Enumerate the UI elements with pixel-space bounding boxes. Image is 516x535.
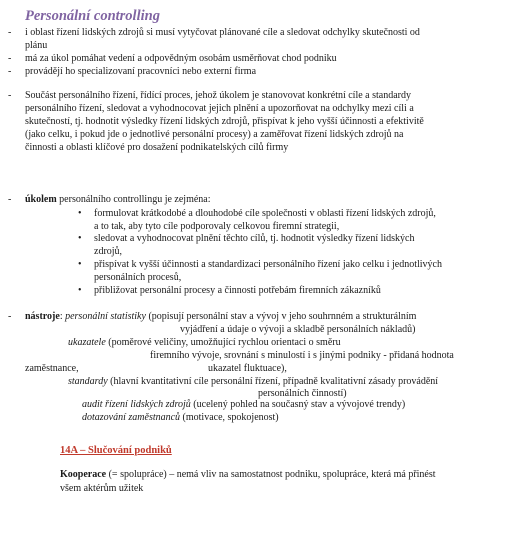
tasks-label: úkolem <box>25 194 57 205</box>
task-3-line1: přispívat k vyšší účinnosti a standardizaci personálního řízení jako celku i jednotlivých <box>94 259 442 270</box>
tools-colon: : <box>59 311 66 322</box>
tools-standards-term: standardy <box>68 376 108 387</box>
task-1-line2: a to tak, aby tyto cíle podporovaly celkovou firemní strategii, <box>94 221 340 232</box>
intro-item-1-line1: i oblast řízení lidských zdrojů si musí vytyčovat plánované cíle a sledovat odchylky skutečnosti od <box>25 27 420 38</box>
task-3-line2: personálních procesů, <box>94 272 182 283</box>
tools-standards-line2: personálních činností) <box>258 388 347 399</box>
tools-stats-text: (popisují personální stav a vývoj v jeho souhrnném a strukturálním <box>145 311 417 322</box>
task-1-line1: formulovat krátkodobé a dlouhodobé cíle společnosti v oblasti řízení lidských zdrojů, <box>94 208 436 219</box>
dash-marker: - <box>8 27 12 38</box>
tools-standards-line1 <box>68 375 438 388</box>
definition-line-2: personálního řízení, sledovat a vyhodnocovat jejich plnění a upozorňovat na odchylky mezi cíli a <box>25 103 414 114</box>
tools-indicators-term: ukazatele <box>68 337 106 348</box>
tools-stats-line1 <box>25 310 416 323</box>
intro-item-2: má za úkol pomáhat vedení a odpovědným osobám usměrňovat chod podniku <box>25 53 337 64</box>
bullet-marker: • <box>78 233 82 244</box>
tools-survey-text: (motivace, spokojenost) <box>180 412 279 423</box>
task-2-line1: sledovat a vyhodnocovat plnění těchto cílů, tj. hodnotit výsledky řízení lidských <box>94 233 415 244</box>
tasks-heading <box>25 193 211 206</box>
intro-item-3: provádějí ho specializovaní pracovníci nebo externí firma <box>25 66 257 77</box>
task-4-line1: přibližovat personální procesy a činnosti potřebám firemních zákazníků <box>94 285 381 296</box>
tools-stats-term: personální statistiky <box>65 311 146 322</box>
tools-audit-text: (ucelený pohled na současný stav a vývojové trendy) <box>190 399 406 410</box>
tools-stats-line2: vyjádření a údaje o vývoji a skladbě personálních nákladů) <box>180 324 416 335</box>
cooperation-term: Kooperace <box>60 469 107 480</box>
bullet-marker: • <box>78 259 82 270</box>
tools-standards-text: (hlavní kvantitativní cíle personální řízení, případně kvalitativní zásady provádění <box>107 376 439 387</box>
tools-audit-term: audit řízení lidských zdrojů <box>82 399 191 410</box>
tasks-heading-rest: personálního controllingu je zejména: <box>56 194 211 205</box>
cooperation-line1 <box>60 468 436 481</box>
dash-marker: - <box>8 311 12 322</box>
cooperation-line2: všem aktérům užitek <box>60 483 144 494</box>
tools-indicators-line2: firemního vývoje, srovnání s minulostí i s jinými podniky - přidaná hodnota <box>150 350 454 361</box>
tools-audit-line <box>82 398 405 411</box>
tools-indicators-line1 <box>68 336 341 349</box>
definition-line-1: Součást personálního řízení, řídící proces, jehož úkolem je stanovovat konkrétní cíle a standardy <box>25 90 411 101</box>
definition-line-3: skutečností, tj. hodnotit výsledky řízení lidských zdrojů, přispívat k jeho vyšší účinnosti a efektivitě <box>25 116 424 127</box>
tools-survey-line <box>82 411 279 424</box>
tools-indicators-line3b: ukazatel fluktuace), <box>208 363 287 374</box>
tools-survey-term: dotazování zaměstnanců <box>82 412 181 423</box>
bullet-marker: • <box>78 285 82 296</box>
definition-line-4: (jako celku, i pokud jde o jednotlivé personální procesy) a zaměřovat řízení lidských zdrojů na <box>25 129 404 140</box>
page-title: Personální controlling <box>25 8 160 24</box>
dash-marker: - <box>8 66 12 77</box>
cooperation-text: (= spolupráce) – nemá vliv na samostatnost podniku, spolupráce, která má přinést <box>106 469 436 480</box>
dash-marker: - <box>8 53 12 64</box>
tools-indicators-line3a: zaměstnance, <box>25 363 79 374</box>
bullet-marker: • <box>78 208 82 219</box>
task-2-line2: zdrojů, <box>94 246 123 257</box>
dash-marker: - <box>8 194 12 205</box>
definition-line-5: činnosti a oblasti klíčové pro dosažení podnikatelských cílů firmy <box>25 142 289 153</box>
tools-indicators-text: (poměrové veličiny, umožňující rychlou orientaci o směru <box>105 337 341 348</box>
tools-label: nástroje <box>25 311 60 322</box>
intro-item-1-line2: plánu <box>25 40 48 51</box>
dash-marker: - <box>8 90 12 101</box>
section-heading-14a: 14A – Slučování podniků <box>60 445 172 456</box>
